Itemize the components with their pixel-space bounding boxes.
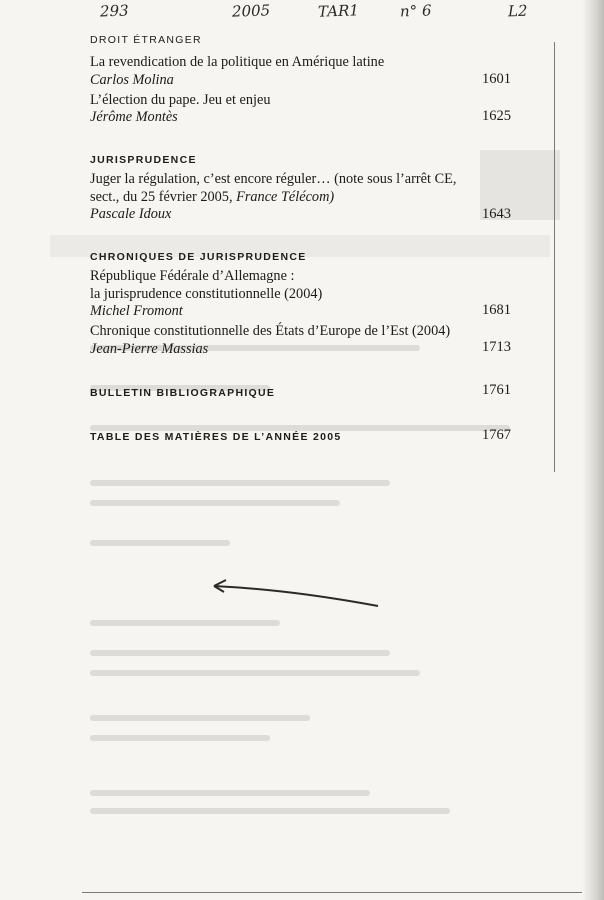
bleed-through-line	[90, 790, 370, 796]
handwritten-note: L2	[507, 1, 528, 21]
entry-title: Chronique constitutionnelle des États d’Europe de l’Est (2004)	[90, 323, 451, 339]
page-number: 1625	[482, 108, 511, 124]
handwritten-note: TAR1	[317, 1, 360, 21]
bleed-through-line	[90, 735, 270, 741]
entry-title-italic: France Télécom)	[236, 189, 335, 205]
page-number: 1761	[482, 382, 511, 398]
bleed-through-line	[90, 715, 310, 721]
entry-author: Carlos Molina	[90, 72, 174, 88]
entry-title: L’élection du pape. Jeu et enjeu	[90, 92, 271, 108]
page-number: 1643	[482, 206, 511, 222]
handwritten-note: 293	[99, 1, 129, 21]
entry-title: La revendication de la politique en Amérique latine	[90, 54, 385, 70]
bleed-through-line	[90, 480, 390, 486]
bleed-through-line	[90, 670, 420, 676]
section-heading: CHRONIQUES DE JURISPRUDENCE	[90, 251, 307, 263]
section-heading: JURISPRUDENCE	[90, 154, 197, 166]
entry-title: la jurisprudence constitutionnelle (2004)	[90, 286, 323, 302]
column-rule	[554, 42, 555, 472]
handwritten-note: n° 6	[399, 1, 432, 21]
page-number: 1713	[482, 339, 511, 355]
handwritten-note: 2005	[231, 1, 271, 21]
section-heading: BULLETIN BIBLIOGRAPHIQUE	[90, 387, 276, 399]
section-heading: DROIT ÉTRANGER	[90, 34, 202, 46]
entry-title: République Fédérale d’Allemagne :	[90, 268, 295, 284]
section-heading: TABLE DES MATIÈRES DE L’ANNÉE 2005	[90, 431, 342, 443]
handdrawn-arrow-icon	[212, 576, 382, 616]
entry-author: Jean-Pierre Massias	[90, 341, 209, 357]
page-number: 1601	[482, 71, 511, 87]
bleed-through-line	[90, 620, 280, 626]
bleed-through-line	[90, 540, 230, 546]
bleed-through-line	[90, 650, 390, 656]
entry-author: Pascale Idoux	[90, 206, 172, 222]
entry-author: Jérôme Montès	[90, 109, 178, 125]
entry-author: Michel Fromont	[90, 303, 183, 319]
entry-title: Juger la régulation, c’est encore réguler… (note sous l’arrêt CE,	[90, 171, 457, 187]
bleed-through-line	[90, 500, 340, 506]
entry-title-text: sect., du 25 février 2005,	[90, 189, 233, 205]
entry-title-line2	[90, 188, 334, 206]
bottom-rule	[82, 892, 604, 893]
bleed-through-line	[90, 808, 450, 814]
page-spine-shadow	[582, 0, 604, 900]
page-number: 1767	[482, 427, 511, 443]
page-number: 1681	[482, 302, 511, 318]
